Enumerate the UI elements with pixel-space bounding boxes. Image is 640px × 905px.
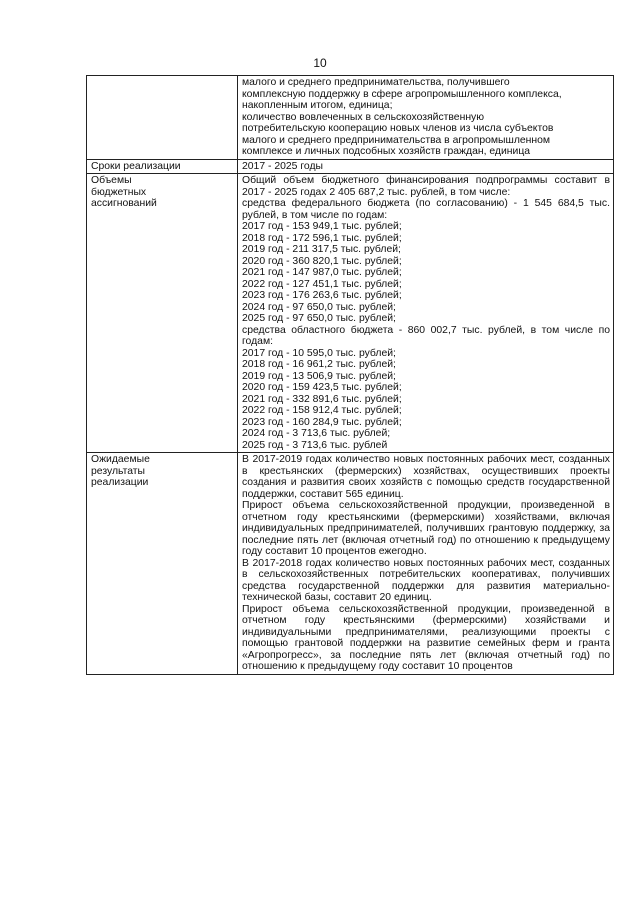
label-cell-empty <box>87 76 238 160</box>
federal-year: 2022 год - 127 451,1 тыс. рублей; <box>242 278 402 290</box>
indicator-line: малого и среднего предпринимательства, получившего <box>242 77 510 88</box>
results-label-cell <box>87 453 238 675</box>
federal-year: 2021 год - 147 987,0 тыс. рублей; <box>242 267 402 278</box>
budget-label-line: ассигнований <box>91 198 157 209</box>
federal-year: 2019 год - 211 317,5 тыс. рублей; <box>242 244 401 255</box>
indicator-line: накопленным итогом, единица; <box>242 100 393 111</box>
indicator-line: малого и среднего предпринимательства в агропромышленном <box>242 134 551 146</box>
indicator-line: потребительскую кооперацию новых членов из числа субъектов <box>242 123 554 134</box>
federal-intro: средства федерального бюджета (по согласованию) - 1 545 684,5 тыс. рублей, в том числе по годам: <box>242 198 610 221</box>
regional-year: 2024 год - 3 713,6 тыс. рублей; <box>242 428 391 439</box>
regional-year: 2022 год - 158 912,4 тыс. рублей; <box>242 405 402 416</box>
federal-year: 2024 год - 97 650,0 тыс. рублей; <box>242 301 396 313</box>
budget-value-cell <box>238 174 614 453</box>
budget-label-cell <box>87 174 238 453</box>
regional-year: 2017 год - 10 595,0 тыс. рублей; <box>242 347 396 359</box>
regional-year: 2019 год - 13 506,9 тыс. рублей; <box>242 370 396 382</box>
regional-year: 2025 год - 3 713,6 тыс. рублей <box>242 439 388 451</box>
table-row-results <box>87 453 614 675</box>
results-paragraph: В 2017-2019 годах количество новых постоянных рабочих мест, созданных в крестьянских (фермерских) хозяйствах, осуществивших проекты создания и развития своих хозяйств с помощью средств государственной поддержки, составит 565 единиц. <box>242 454 610 500</box>
table-row-terms <box>87 159 614 174</box>
regional-intro: средства областного бюджета - 860 002,7 тыс. рублей, в том числе по годам: <box>242 324 610 347</box>
table-row-budget <box>87 174 614 453</box>
results-value-cell <box>238 453 614 675</box>
page-number: 10 <box>313 56 327 70</box>
indicator-line: количество вовлеченных в сельскохозяйственную <box>242 111 485 123</box>
terms-label: Сроки реализации <box>87 159 238 174</box>
budget-label-line: бюджетных <box>91 186 147 198</box>
results-paragraph: Прирост объема сельскохозяйственной продукции, произведенной в отчетном году крестьянскими (фермерскими) хозяйствами и индивидуальными предпринимателями, реализующими проекты с помощью грантовой поддержки на развитие семейных ферм и гранта «Агропрогресс», за последние пять лет (включая отчетный год) по отношению к предыдущему году составит 10 процентов <box>242 603 610 672</box>
passport-table <box>86 75 614 675</box>
indicator-line: комплексную поддержку в сфере агропромышленного комплекса, <box>242 88 562 100</box>
regional-year: 2023 год - 160 284,9 тыс. рублей; <box>242 416 402 428</box>
results-label-line: результаты <box>91 465 146 477</box>
regional-year: 2018 год - 16 961,2 тыс. рублей; <box>242 359 396 370</box>
federal-year: 2023 год - 176 263,6 тыс. рублей; <box>242 290 402 301</box>
regional-year: 2021 год - 332 891,6 тыс. рублей; <box>242 393 402 405</box>
budget-intro: Общий объем бюджетного финансирования подпрограммы составит в 2017 - 2025 годах 2 405 687,2 тыс. рублей, в том числе: <box>242 175 610 198</box>
results-label-line: реализации <box>91 477 149 488</box>
federal-year: 2017 год - 153 949,1 тыс. рублей; <box>242 221 402 232</box>
table-row-continuation <box>87 76 614 160</box>
federal-year: 2020 год - 360 820,1 тыс. рублей; <box>242 255 402 267</box>
federal-year: 2018 год - 172 596,1 тыс. рублей; <box>242 232 402 244</box>
regional-year: 2020 год - 159 423,5 тыс. рублей; <box>242 382 402 393</box>
budget-label-line: Объемы <box>91 175 132 186</box>
indicator-line: комплексе и личных подсобных хозяйств граждан, единица <box>242 146 531 157</box>
results-label-line: Ожидаемые <box>91 454 150 465</box>
federal-year: 2025 год - 97 650,0 тыс. рублей; <box>242 313 396 324</box>
results-paragraph: Прирост объема сельскохозяйственной продукции, произведенной в отчетном году крестьянскими (фермерскими) хозяйствами, включая индивидуальных предпринимателей, получивших грантовую поддержку, за последние пять лет (включая отчетный год) по отношению к предыдущему году составит 10 процентов ежегодно. <box>242 500 610 557</box>
indicators-continuation-cell <box>238 76 614 160</box>
results-paragraph: В 2017-2018 годах количество новых постоянных рабочих мест, созданных в сельскохозяйственных потребительских кооперативах, получивших средства государственной поддержки для развития материально-технической базы, составит 20 единиц. <box>242 557 610 603</box>
terms-value: 2017 - 2025 годы <box>238 159 614 174</box>
